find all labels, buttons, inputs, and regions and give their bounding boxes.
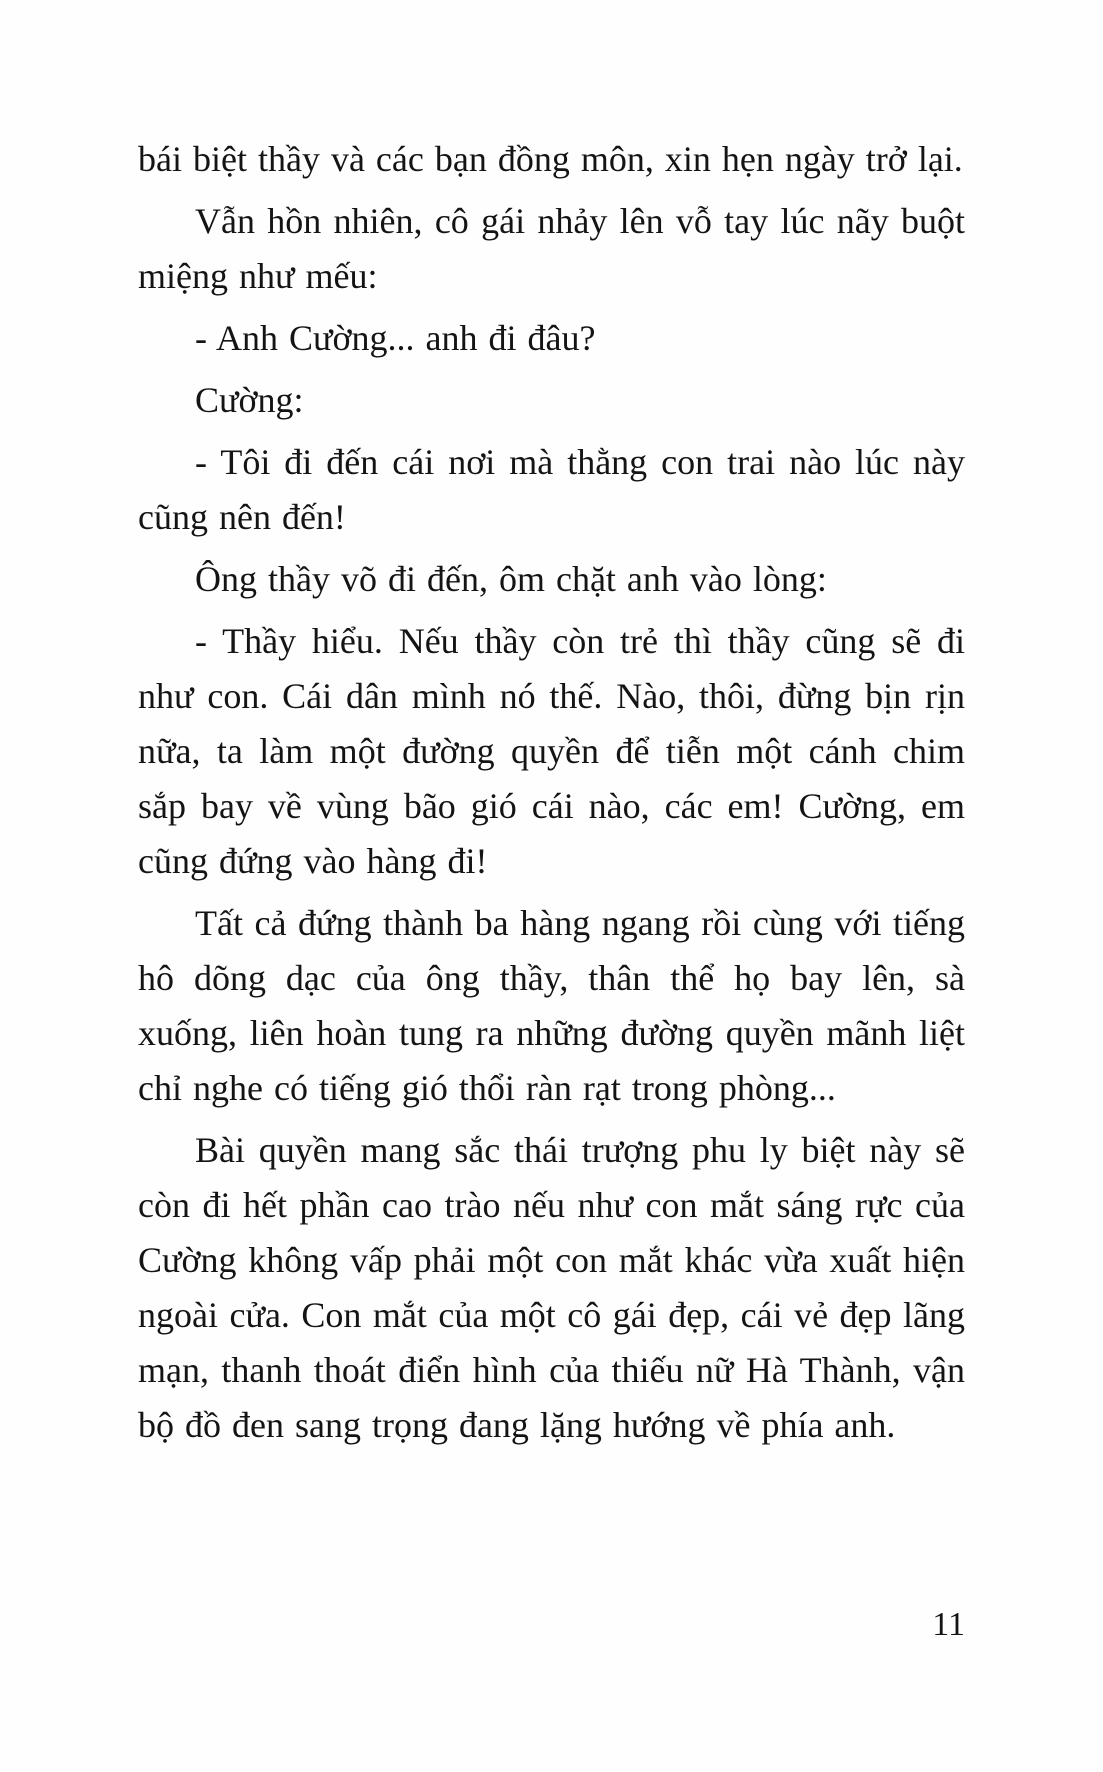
paragraph-5-dialogue: - Tôi đi đến cái nơi mà thằng con trai nào lúc này cũng nên đến! bbox=[138, 442, 965, 537]
page-number: 11 bbox=[932, 1606, 965, 1643]
text-block bbox=[138, 132, 965, 1460]
paragraph-8: Tất cả đứng thành ba hàng ngang rồi cùng với tiếng hô dõng dạc của ông thầy, thân thể họ bay lên, sà xuống, liên hoàn tung ra những đường quyền mãnh liệt chỉ nghe có tiếng gió thổi ràn rạt trong phòng... bbox=[138, 903, 965, 1108]
paragraph-7-dialogue: - Thầy hiểu. Nếu thầy còn trẻ thì thầy cũng sẽ đi như con. Cái dân mình nó thế. Nào, thôi, đừng bịn rịn nữa, ta làm một đường quyền để tiễn một cánh chim sắp bay về vùng bão gió cái nào, các em! Cường, em cũng đứng vào hàng đi! bbox=[138, 621, 965, 881]
paragraph-9: Bài quyền mang sắc thái trượng phu ly biệt này sẽ còn đi hết phần cao trào nếu như con mắt sáng rực của Cường không vấp phải một con mắt khác vừa xuất hiện ngoài cửa. Con mắt của một cô gái đẹp, cái vẻ đẹp lãng mạn, thanh thoát điển hình của thiếu nữ Hà Thành, vận bộ đồ đen sang trọng đang lặng hướng về phía anh. bbox=[138, 1130, 965, 1445]
paragraph-3-dialogue: - Anh Cường... anh đi đâu? bbox=[195, 318, 596, 358]
paragraph-2: Vẫn hồn nhiên, cô gái nhảy lên vỗ tay lúc nãy buột miệng như mếu: bbox=[138, 201, 965, 296]
paragraph-6: Ông thầy võ đi đến, ôm chặt anh vào lòng: bbox=[195, 559, 827, 599]
paragraph-1: bái biệt thầy và các bạn đồng môn, xin hẹn ngày trở lại. bbox=[138, 139, 963, 179]
paragraph-4: Cường: bbox=[195, 380, 304, 420]
